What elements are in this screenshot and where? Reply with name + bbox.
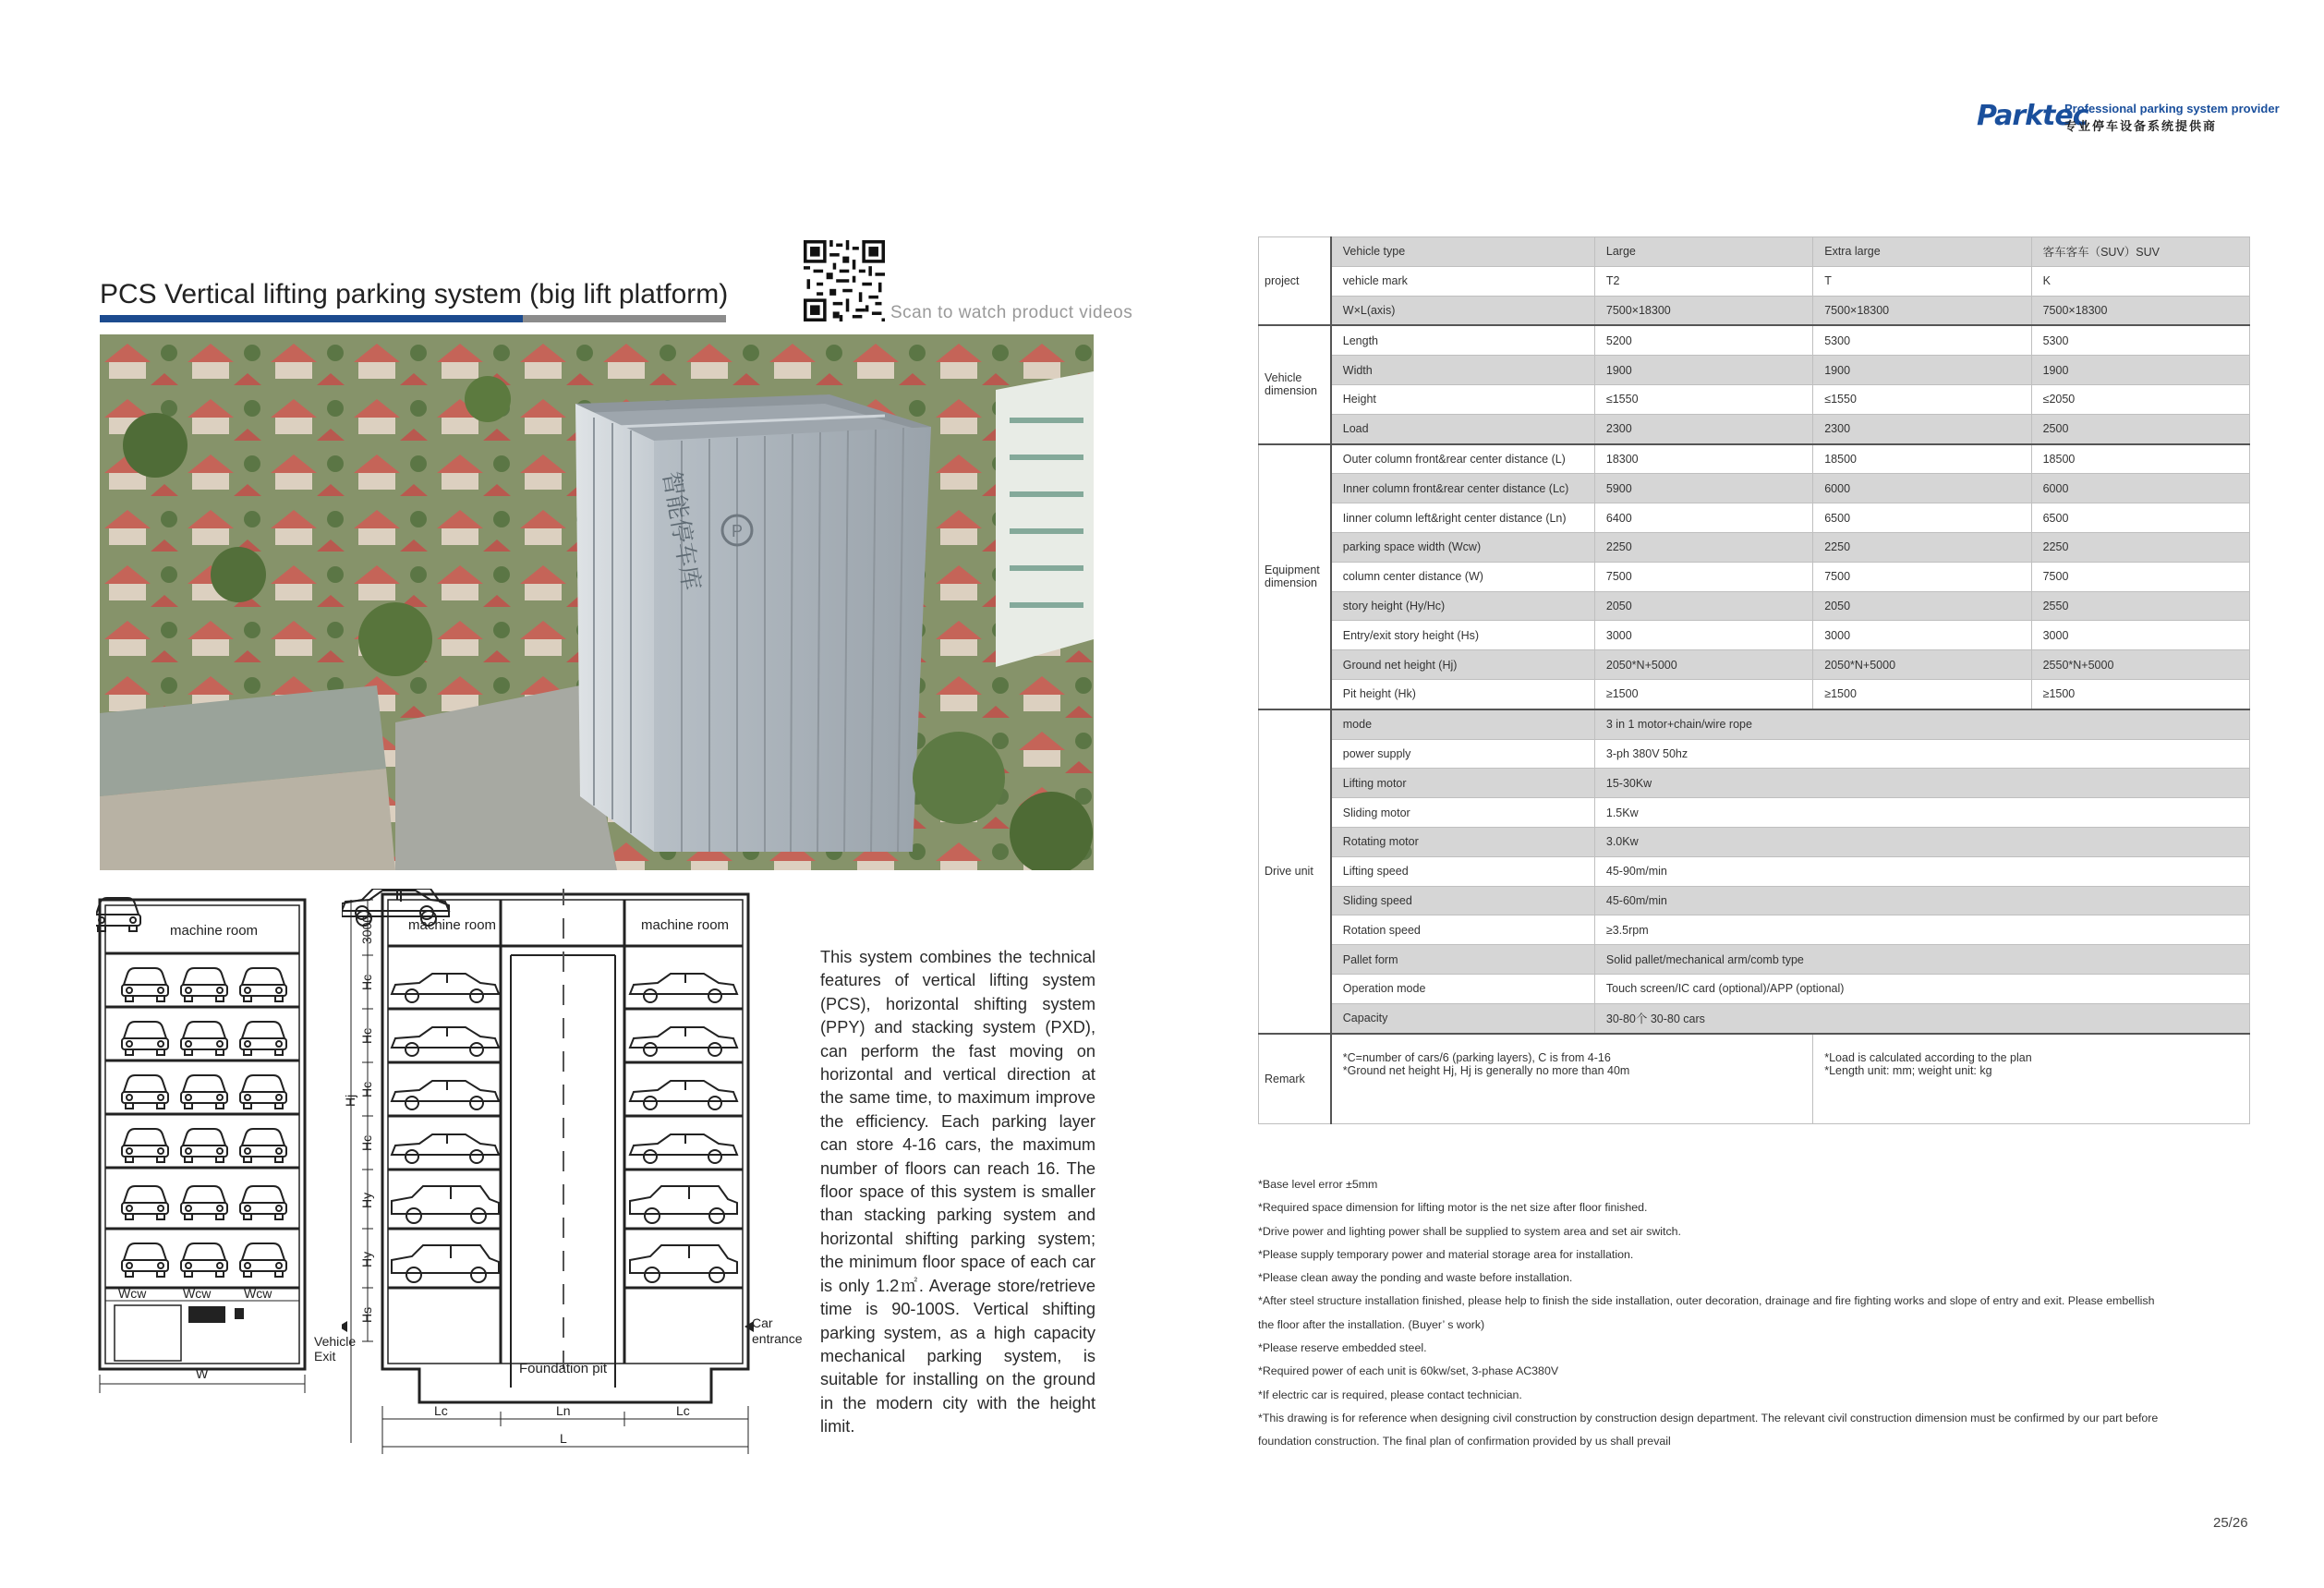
row-label: Iinner column left&right center distance (Ln) <box>1331 503 1595 533</box>
row-label: Length <box>1331 325 1595 355</box>
dim-lc-left: Lc <box>434 1403 448 1418</box>
table-row <box>1259 414 2250 443</box>
cell-value: 6400 <box>1594 503 1812 533</box>
machine-room-left-label: machine room <box>408 917 497 933</box>
cell-value: 2050 <box>1813 591 2031 621</box>
wcw-label-1: Wcw <box>118 1286 147 1301</box>
cell-value: ≤2050 <box>2031 384 2249 414</box>
row-label: Lifting motor <box>1331 769 1595 798</box>
row-label: Pit height (Hk) <box>1331 679 1595 709</box>
parking-sign-letter: P <box>732 522 744 540</box>
cell-value: 2050 <box>1594 591 1812 621</box>
table-row <box>1259 1003 2250 1033</box>
left-elevation-drawing <box>96 894 310 1402</box>
note-line: foundation construction. The final plan of confirmation provided by us shall prevail <box>1258 1435 1671 1449</box>
dim-hc-3: Hc <box>359 1081 374 1097</box>
cell-value: 2250 <box>2031 532 2249 562</box>
cell-value: 6500 <box>2031 503 2249 533</box>
cell-value: 2550*N+5000 <box>2031 650 2249 680</box>
remark-right: *Load is calculated according to the plan *Length unit: mm; weight unit: kg <box>1813 1034 2250 1124</box>
table-row <box>1259 591 2250 621</box>
row-label: Inner column front&rear center distance (Lc) <box>1331 474 1595 503</box>
table-row <box>1259 532 2250 562</box>
cell-value: 2050*N+5000 <box>1594 650 1812 680</box>
row-label: Operation mode <box>1331 974 1595 1003</box>
cell-value: 15-30Kw <box>1594 769 2249 798</box>
row-label: Rotating motor <box>1331 827 1595 856</box>
row-label: story height (Hy/Hc) <box>1331 591 1595 621</box>
cell-value: 2250 <box>1594 532 1812 562</box>
cell-value: 2050*N+5000 <box>1813 650 2031 680</box>
cell-value: T <box>1813 266 2031 296</box>
wcw-label-3: Wcw <box>244 1286 272 1301</box>
row-label: Rotation speed <box>1331 915 1595 945</box>
row-label: Ground net height (Hj) <box>1331 650 1595 680</box>
category-equipment: Equipment dimension <box>1259 444 1331 709</box>
category-vehicle: Vehicle dimension <box>1259 325 1331 443</box>
dim-lc-right: Lc <box>676 1403 690 1418</box>
note-line: *Required space dimension for lifting motor is the net size after floor finished. <box>1258 1201 1648 1215</box>
cell-value: 1900 <box>2031 356 2249 385</box>
row-label: Pallet form <box>1331 945 1595 975</box>
cell-value: 7500 <box>1813 562 2031 591</box>
table-row <box>1259 384 2250 414</box>
table-row <box>1259 356 2250 385</box>
dim-hy-2: Hy <box>359 1251 374 1267</box>
cell-value: ≥1500 <box>1813 679 2031 709</box>
wcw-label-2: Wcw <box>183 1286 212 1301</box>
installation-notes <box>1258 1173 2256 1454</box>
remark-left: *C=number of cars/6 (parking layers), C is from 4-16 *Ground net height Hj, Hj is generally no more than 40m <box>1331 1034 1813 1124</box>
note-line: *Drive power and lighting power shall be supplied to system area and set air switch. <box>1258 1224 1681 1238</box>
cell-value: 5300 <box>1813 325 2031 355</box>
w-dimension-label: W <box>196 1366 209 1381</box>
brand-tagline-cn: 专业停车设备系统提供商 <box>2064 119 2218 133</box>
table-row <box>1259 679 2250 709</box>
row-label: W×L(axis) <box>1331 296 1595 325</box>
cell-value: Extra large <box>1813 237 2031 267</box>
table-row <box>1259 945 2250 975</box>
table-row <box>1259 769 2250 798</box>
qr-code-icon[interactable] <box>804 240 885 321</box>
dim-hc-2: Hc <box>359 1027 374 1044</box>
cell-value: 18500 <box>1813 444 2031 474</box>
cell-value: 7500 <box>1594 562 1812 591</box>
row-label: power supply <box>1331 739 1595 769</box>
category-project: project <box>1259 237 1331 326</box>
title-underline-gray <box>523 315 726 322</box>
cell-value: 6000 <box>1813 474 2031 503</box>
row-label: Capacity <box>1331 1003 1595 1033</box>
cell-value: 客车客车（SUV）SUV <box>2031 237 2249 267</box>
table-row <box>1259 266 2250 296</box>
note-line: *If electric car is required, please contact technician. <box>1258 1388 1522 1401</box>
category-drive: Drive unit <box>1259 709 1331 1034</box>
cell-value: 2250 <box>1813 532 2031 562</box>
cell-value: ≤1550 <box>1594 384 1812 414</box>
cell-value: 3.0Kw <box>1594 827 2249 856</box>
cell-value: 1900 <box>1594 356 1812 385</box>
row-label: Sliding motor <box>1331 798 1595 828</box>
row-label: Load <box>1331 414 1595 443</box>
cell-value: ≥1500 <box>1594 679 1812 709</box>
note-line: *Please clean away the ponding and waste before installation. <box>1258 1271 1573 1285</box>
dim-hc-4: Hc <box>359 1134 374 1151</box>
dim-hc-1: Hc <box>359 974 374 990</box>
table-row <box>1259 621 2250 650</box>
note-line: *Please supply temporary power and material storage area for installation. <box>1258 1247 1634 1261</box>
table-row <box>1259 974 2250 1003</box>
garage-aerial-photo <box>100 334 1094 870</box>
cell-value: 2300 <box>1813 414 2031 443</box>
page-title: PCS Vertical lifting parking system (big lift platform) <box>100 279 729 309</box>
table-row <box>1259 856 2250 886</box>
table-row <box>1259 296 2250 325</box>
page-number: 25/26 <box>2213 1515 2248 1531</box>
cell-value: 3000 <box>1594 621 1812 650</box>
dim-hy-1: Hy <box>359 1192 374 1208</box>
note-line: *Base level error ±5mm <box>1258 1178 1378 1191</box>
cell-value: 5300 <box>2031 325 2249 355</box>
cell-value: T2 <box>1594 266 1812 296</box>
cell-value: 3000 <box>1813 621 2031 650</box>
cell-value: 7500 <box>2031 562 2249 591</box>
cell-value: 2550 <box>2031 591 2249 621</box>
note-line: *This drawing is for reference when designing civil construction by construction design department. The relevant civil construction dimension must be confirmed by our part before <box>1258 1411 2159 1424</box>
note-line: *Please reserve embedded steel. <box>1258 1341 1427 1355</box>
row-label: Height <box>1331 384 1595 414</box>
cell-value: 7500×18300 <box>2031 296 2249 325</box>
table-row <box>1259 237 2250 267</box>
cell-value: ≥3.5rpm <box>1594 915 2249 945</box>
cell-value: K <box>2031 266 2249 296</box>
cell-value: 6000 <box>2031 474 2249 503</box>
row-label: mode <box>1331 709 1595 739</box>
cell-value: 45-60m/min <box>1594 886 2249 915</box>
table-row <box>1259 827 2250 856</box>
row-label: vehicle mark <box>1331 266 1595 296</box>
cell-value: Solid pallet/mechanical arm/comb type <box>1594 945 2249 975</box>
cell-value: ≥1500 <box>2031 679 2249 709</box>
machine-room-label: machine room <box>170 923 259 939</box>
cell-value: 6500 <box>1813 503 2031 533</box>
dim-hs: Hs <box>359 1306 374 1323</box>
cell-value: 3000 <box>2031 621 2249 650</box>
note-line: *Required power of each unit is 60kw/set, 3-phase AC380V <box>1258 1364 1559 1378</box>
cell-value: 5200 <box>1594 325 1812 355</box>
row-label: Sliding speed <box>1331 886 1595 915</box>
row-label: Entry/exit story height (Hs) <box>1331 621 1595 650</box>
cell-value: 1.5Kw <box>1594 798 2249 828</box>
table-row <box>1259 915 2250 945</box>
dim-ln: Ln <box>556 1403 571 1418</box>
cell-value: Large <box>1594 237 1812 267</box>
qr-caption: Scan to watch product videos <box>890 303 1133 322</box>
row-label: column center distance (W) <box>1331 562 1595 591</box>
note-line: *After steel structure installation finished, please help to finish the side installation, outer decoration, drainage and fire fighting works and slope of entry and exit. Please embellish <box>1258 1294 2155 1308</box>
cell-value: 5900 <box>1594 474 1812 503</box>
dim-3000: 3000 <box>359 915 374 944</box>
table-row <box>1259 798 2250 828</box>
building-sign: 智能停车库 <box>657 469 706 593</box>
cell-value: 45-90m/min <box>1594 856 2249 886</box>
brand-tagline-en: Professional parking system provider <box>2064 102 2280 115</box>
table-row <box>1259 474 2250 503</box>
cell-value: Touch screen/IC card (optional)/APP (optional) <box>1594 974 2249 1003</box>
vehicle-exit-label: Vehicle Exit <box>314 1334 357 1364</box>
table-row <box>1259 886 2250 915</box>
row-label: parking space width (Wcw) <box>1331 532 1595 562</box>
car-entrance-label: Car entrance <box>752 1315 803 1346</box>
row-label: Vehicle type <box>1331 237 1595 267</box>
foundation-pit-label: Foundation pit <box>519 1361 608 1376</box>
cell-value: 18300 <box>1594 444 1812 474</box>
brand-name: Parktec <box>1977 100 2088 132</box>
cell-value: 7500×18300 <box>1813 296 2031 325</box>
table-row <box>1259 444 2250 474</box>
cell-value: 18500 <box>2031 444 2249 474</box>
cell-value: 7500×18300 <box>1594 296 1812 325</box>
cell-value: 3 in 1 motor+chain/wire rope <box>1594 709 2249 739</box>
brand-logo <box>1977 100 2280 133</box>
cell-value: ≤1550 <box>1813 384 2031 414</box>
table-row <box>1259 562 2250 591</box>
cell-value: 2300 <box>1594 414 1812 443</box>
table-row <box>1259 325 2250 355</box>
table-row <box>1259 1034 2250 1124</box>
car-front-icons <box>96 898 140 931</box>
right-section-drawing <box>342 889 757 1461</box>
note-line: the floor after the installation. (Buyer’ s work) <box>1258 1317 1485 1331</box>
table-row <box>1259 650 2250 680</box>
title-underline-blue <box>100 315 523 322</box>
table-row <box>1259 709 2250 739</box>
cell-value: 3-ph 380V 50hz <box>1594 739 2249 769</box>
row-label: Outer column front&rear center distance (L) <box>1331 444 1595 474</box>
cell-value: 2500 <box>2031 414 2249 443</box>
cell-value: 30-80个 30-80 cars <box>1594 1003 2249 1033</box>
dim-l: L <box>560 1431 567 1446</box>
system-description: This system combines the technical features of vertical lifting system (PCS), horizontal shifting system (PPY) and stacking system (PXD), can perform the fast moving on horizontal and vertical direction at the same time, to maximum improve the efficiency. Each parking layer can store 4-16 cars, the maximum number of floors can reach 16. The floor space of this system is smaller than stacking parking system and horizontal shifting parking system; the minimum floor space of each car is only 1.2㎡. Average store/retrieve time is 90-100S. Vertical shifting parking system, as a high capacity mechanical parking system, is suitable for installing on the ground in the modern city with the height limit. <box>820 948 1095 1436</box>
table-row <box>1259 739 2250 769</box>
row-label: Lifting speed <box>1331 856 1595 886</box>
category-remark: Remark <box>1259 1034 1331 1124</box>
spec-table <box>1258 236 2250 1124</box>
machine-room-right-label: machine room <box>641 917 730 933</box>
row-label: Width <box>1331 356 1595 385</box>
cell-value: 1900 <box>1813 356 2031 385</box>
dim-hj: Hj <box>343 1094 357 1107</box>
table-row <box>1259 503 2250 533</box>
